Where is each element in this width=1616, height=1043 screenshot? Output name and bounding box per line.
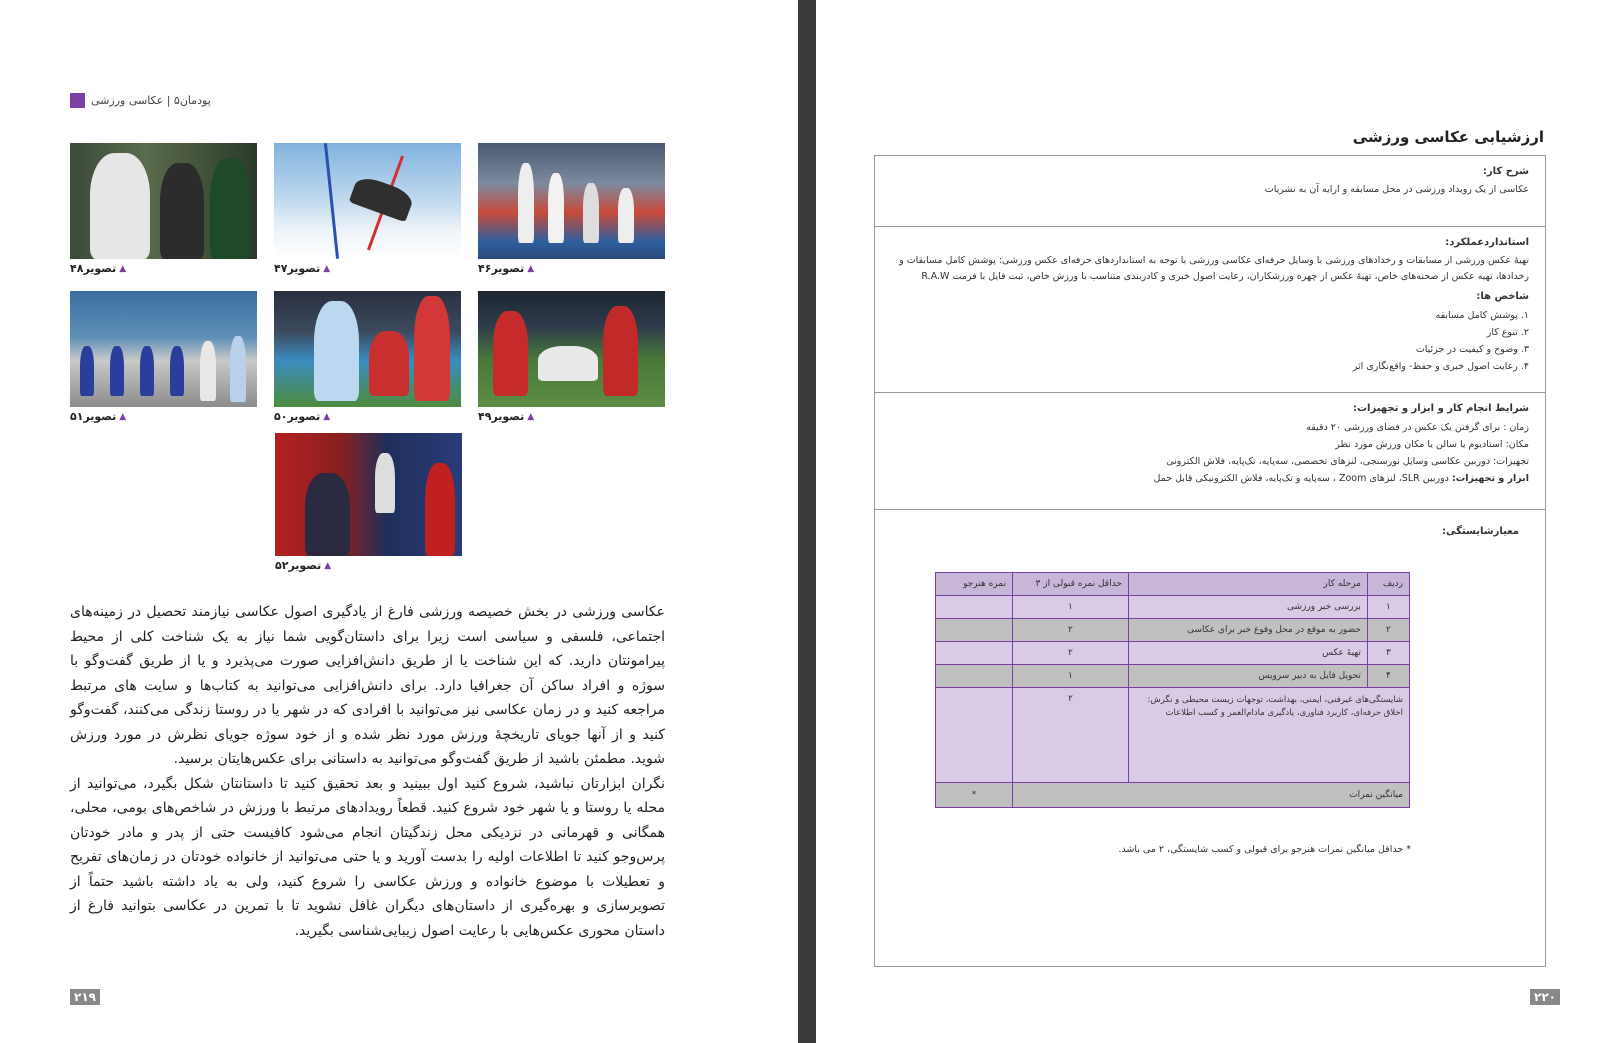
average-label: میانگین نمرات <box>1012 783 1409 808</box>
condition-place: مکان: استادیوم یا سالن یا مکان ورزش مورد نظر <box>1335 439 1529 450</box>
photo-51-caption: ▲ تصویر۵۱ <box>70 410 127 423</box>
photo-49-image <box>478 291 665 407</box>
photo-47-caption: ▲ تصویر۴۷ <box>274 262 331 275</box>
header-student-score: نمره هنرجو <box>936 573 1013 596</box>
row-step: بررسی خبر ورزشی <box>1128 596 1367 619</box>
page-number-left: ۲۱۹ <box>70 989 100 1005</box>
indicators-heading: شاخص ها: <box>1476 291 1529 302</box>
header-row-num: ردیف <box>1367 573 1409 596</box>
photo-51 <box>70 291 257 425</box>
photo-50-caption: ▲ تصویر۵۰ <box>274 410 331 423</box>
photo-48-caption: ▲ تصویر۴۸ <box>70 262 127 275</box>
condition-equipment: تجهیزات: دوربین عکاسی وسایل نورسنجی، لنزهای تخصصی، سه‌پایه، تک‌پایه، فلاش الکترونی <box>1166 456 1529 467</box>
job-text: عکاسی از یک رویداد ورزشی در محل مسابقه و ارایه آن به نشریات <box>1264 184 1529 195</box>
photo-48 <box>70 143 257 277</box>
row-score <box>936 665 1013 688</box>
book-spine <box>798 0 816 1043</box>
row-num: ۱ <box>1367 596 1409 619</box>
photo-46-image <box>478 143 665 259</box>
competency-min: ۲ <box>1012 688 1128 783</box>
conditions-heading: شرایط انجام کار و ابزار و تجهیزات: <box>1353 403 1529 414</box>
table-row <box>936 619 1410 642</box>
row-num: ۳ <box>1367 642 1409 665</box>
page-number-right: ۲۲۰ <box>1530 989 1560 1005</box>
row-step: تهیهٔ عکس <box>1128 642 1367 665</box>
indicator-1: ۱. پوشش کامل مسابقه <box>1435 310 1529 321</box>
row-score <box>936 642 1013 665</box>
conditions-section <box>875 393 1545 510</box>
row-min: ۱ <box>1012 665 1128 688</box>
condition-time: زمان : برای گرفتن یک عکس در فضای ورزشی ۲۰ دقیقه <box>1306 422 1529 433</box>
row-step: تحویل فایل به دبیر سرویس <box>1128 665 1367 688</box>
header-step: مرحله کار <box>1128 573 1367 596</box>
condition-tools: ابزار و تجهیزات: دوربین SLR، لنزهای Zoom ، سه‌پایه و تک‌پایه، فلاش الکترونیکی قابل حمل <box>1153 473 1529 484</box>
score-table-header <box>936 573 1410 596</box>
body-text <box>70 600 665 943</box>
footnote: * حداقل میانگین نمرات هنرجو برای قبولی و کسب شایستگی، ۲ می باشد. <box>1118 844 1411 855</box>
evaluation-box <box>874 155 1546 967</box>
table-row <box>936 642 1410 665</box>
average-row <box>936 783 1410 808</box>
standard-heading: استانداردعملکرد: <box>1445 237 1529 248</box>
photo-47 <box>274 143 461 277</box>
photo-52 <box>275 433 462 574</box>
evaluation-title: ارزشیابی عکاسی ورزشی <box>1352 128 1544 146</box>
body-paragraph-1: عکاسی ورزشی در بخش خصیصه ورزشی فارغ از یادگیری اصول عکاسی نیازمند تحصیل در زمینه‌های اجتماعی، فلسفی و سیاسی است زیرا برای داستان‌گویی شما نیاز به یک شناخت کلی از محیط پیرامونتان دارید. که این شناخت یا از طریق دانش‌افزایی صورت می‌پذیرد و یا از طریق گفت‌وگو با سوژه و افراد ساکن آن جغرافیا دارد. برای دانش‌افزایی می‌توانید به کتاب‌ها و سایت های مرتبط مراجعه کنید و در زمان عکاسی نیز می‌توانید با افرادی که در شهر یا در روستا زندگی می‌کنند، گفت‌وگو کنید و از آنها جویای تاریخچهٔ ورزش مورد نظر شده و از خود سوژه جویای نظرش در مورد ورزش شوید. مطمئن باشید از طریق گفت‌وگو می‌توانید به داستانی برای عکس‌هایتان برسید. <box>70 604 665 767</box>
indicator-4: ۴. رعایت اصول خبری و حفظ- واقع‌نگاری اثر <box>1352 361 1529 372</box>
photo-49 <box>478 291 665 425</box>
photo-52-image <box>275 433 462 556</box>
indicator-3: ۳. وضوح و کیفیت در جزئیات <box>1415 344 1529 355</box>
standard-text: تهیهٔ عکس ورزشی از مسابقات و رخدادهای ورزشی با وسایل حرفه‌ای عکاسی ورزشی با توجه به استانداردهای حرفه‌ای عکس ورزشی: پوشش کامل مسابقات و رخدادها، تهیه عکس از صحنه‌های خاص، تهیهٔ عکس از چهره ورزشکاران، رعایت اصول خبری و کادربندی متناسب با ورزش خاص، ثبت فایل با فرمت R.A.W <box>899 255 1529 282</box>
photo-47-image <box>274 143 461 259</box>
row-score <box>936 596 1013 619</box>
competency-row <box>936 688 1410 783</box>
table-row <box>936 596 1410 619</box>
competency-score <box>936 688 1013 783</box>
header-min-score: حداقل نمره قبولی از ۳ <box>1012 573 1128 596</box>
row-min: ۲ <box>1012 642 1128 665</box>
average-mark: * <box>936 783 1013 808</box>
competency-text: شایستگی‌های غیرفنی، ایمنی، بهداشت، توجهات زیست محیطی و نگرش: اخلاق حرفه‌ای، کاربرد فناوری، یادگیری مادام‌العمر و کسب اطلاعات <box>1128 688 1409 783</box>
right-page <box>816 0 1616 1043</box>
photo-46 <box>478 143 665 277</box>
left-page <box>0 0 798 1043</box>
photo-52-caption: ▲ تصویر۵۲ <box>275 559 332 572</box>
chapter-title: پودمان۵ | عکاسی ورزشی <box>91 94 211 107</box>
row-min: ۲ <box>1012 619 1128 642</box>
chapter-header <box>70 93 211 108</box>
photo-46-caption: ▲ تصویر۴۶ <box>478 262 535 275</box>
criteria-heading: معیارشایستگی: <box>1442 526 1519 537</box>
photo-50-image <box>274 291 461 407</box>
table-row <box>936 665 1410 688</box>
photo-48-image <box>70 143 257 259</box>
row-score <box>936 619 1013 642</box>
chapter-square-icon <box>70 93 85 108</box>
photo-49-caption: ▲ تصویر۴۹ <box>478 410 535 423</box>
row-num: ۲ <box>1367 619 1409 642</box>
standard-section <box>875 227 1545 393</box>
body-paragraph-2: نگران ابزارتان نباشید، شروع کنید اول ببینید و بعد تحقیق کنید تا داستانتان شکل بگیرد، می‌توانید از محله یا روستا و یا شهر خود شروع کنید. قطعاً رویدادهای مرتبط با ورزش در شاخص‌های بومی، محلی، همگانی و قهرمانی در نزدیکی محل زندگیتان انجام می‌شود کافیست حتی از پدر و مادر خودتان پرس‌وجو کنید تا اطلاعات اولیه را بدست آورید و یا حتی می‌توانید از خانواده خودتان در زمان‌های تفریح و تعطیلات با موضوع خانواده و ورزش عکاسی را شروع کنید، ولی به یاد داشته باشید حتماً از تصویرسازی و بهره‌گیری از داستان‌های دیگران غافل نشوید تا با تمرین در عکاسی بتوانید فارغ از داستان محوری عکس‌هایی با رعایت اصول زیبایی‌شناسی بگیرید. <box>70 775 665 939</box>
indicator-2: ۲. تنوع کار <box>1486 327 1529 338</box>
row-step: حضور به موقع در محل وقوع خبر برای عکاسی <box>1128 619 1367 642</box>
job-description-section <box>875 156 1545 227</box>
row-min: ۱ <box>1012 596 1128 619</box>
job-heading: شرح کار: <box>1482 166 1529 177</box>
row-num: ۴ <box>1367 665 1409 688</box>
photo-50 <box>274 291 461 425</box>
photo-51-image <box>70 291 257 407</box>
score-table <box>935 572 1410 808</box>
